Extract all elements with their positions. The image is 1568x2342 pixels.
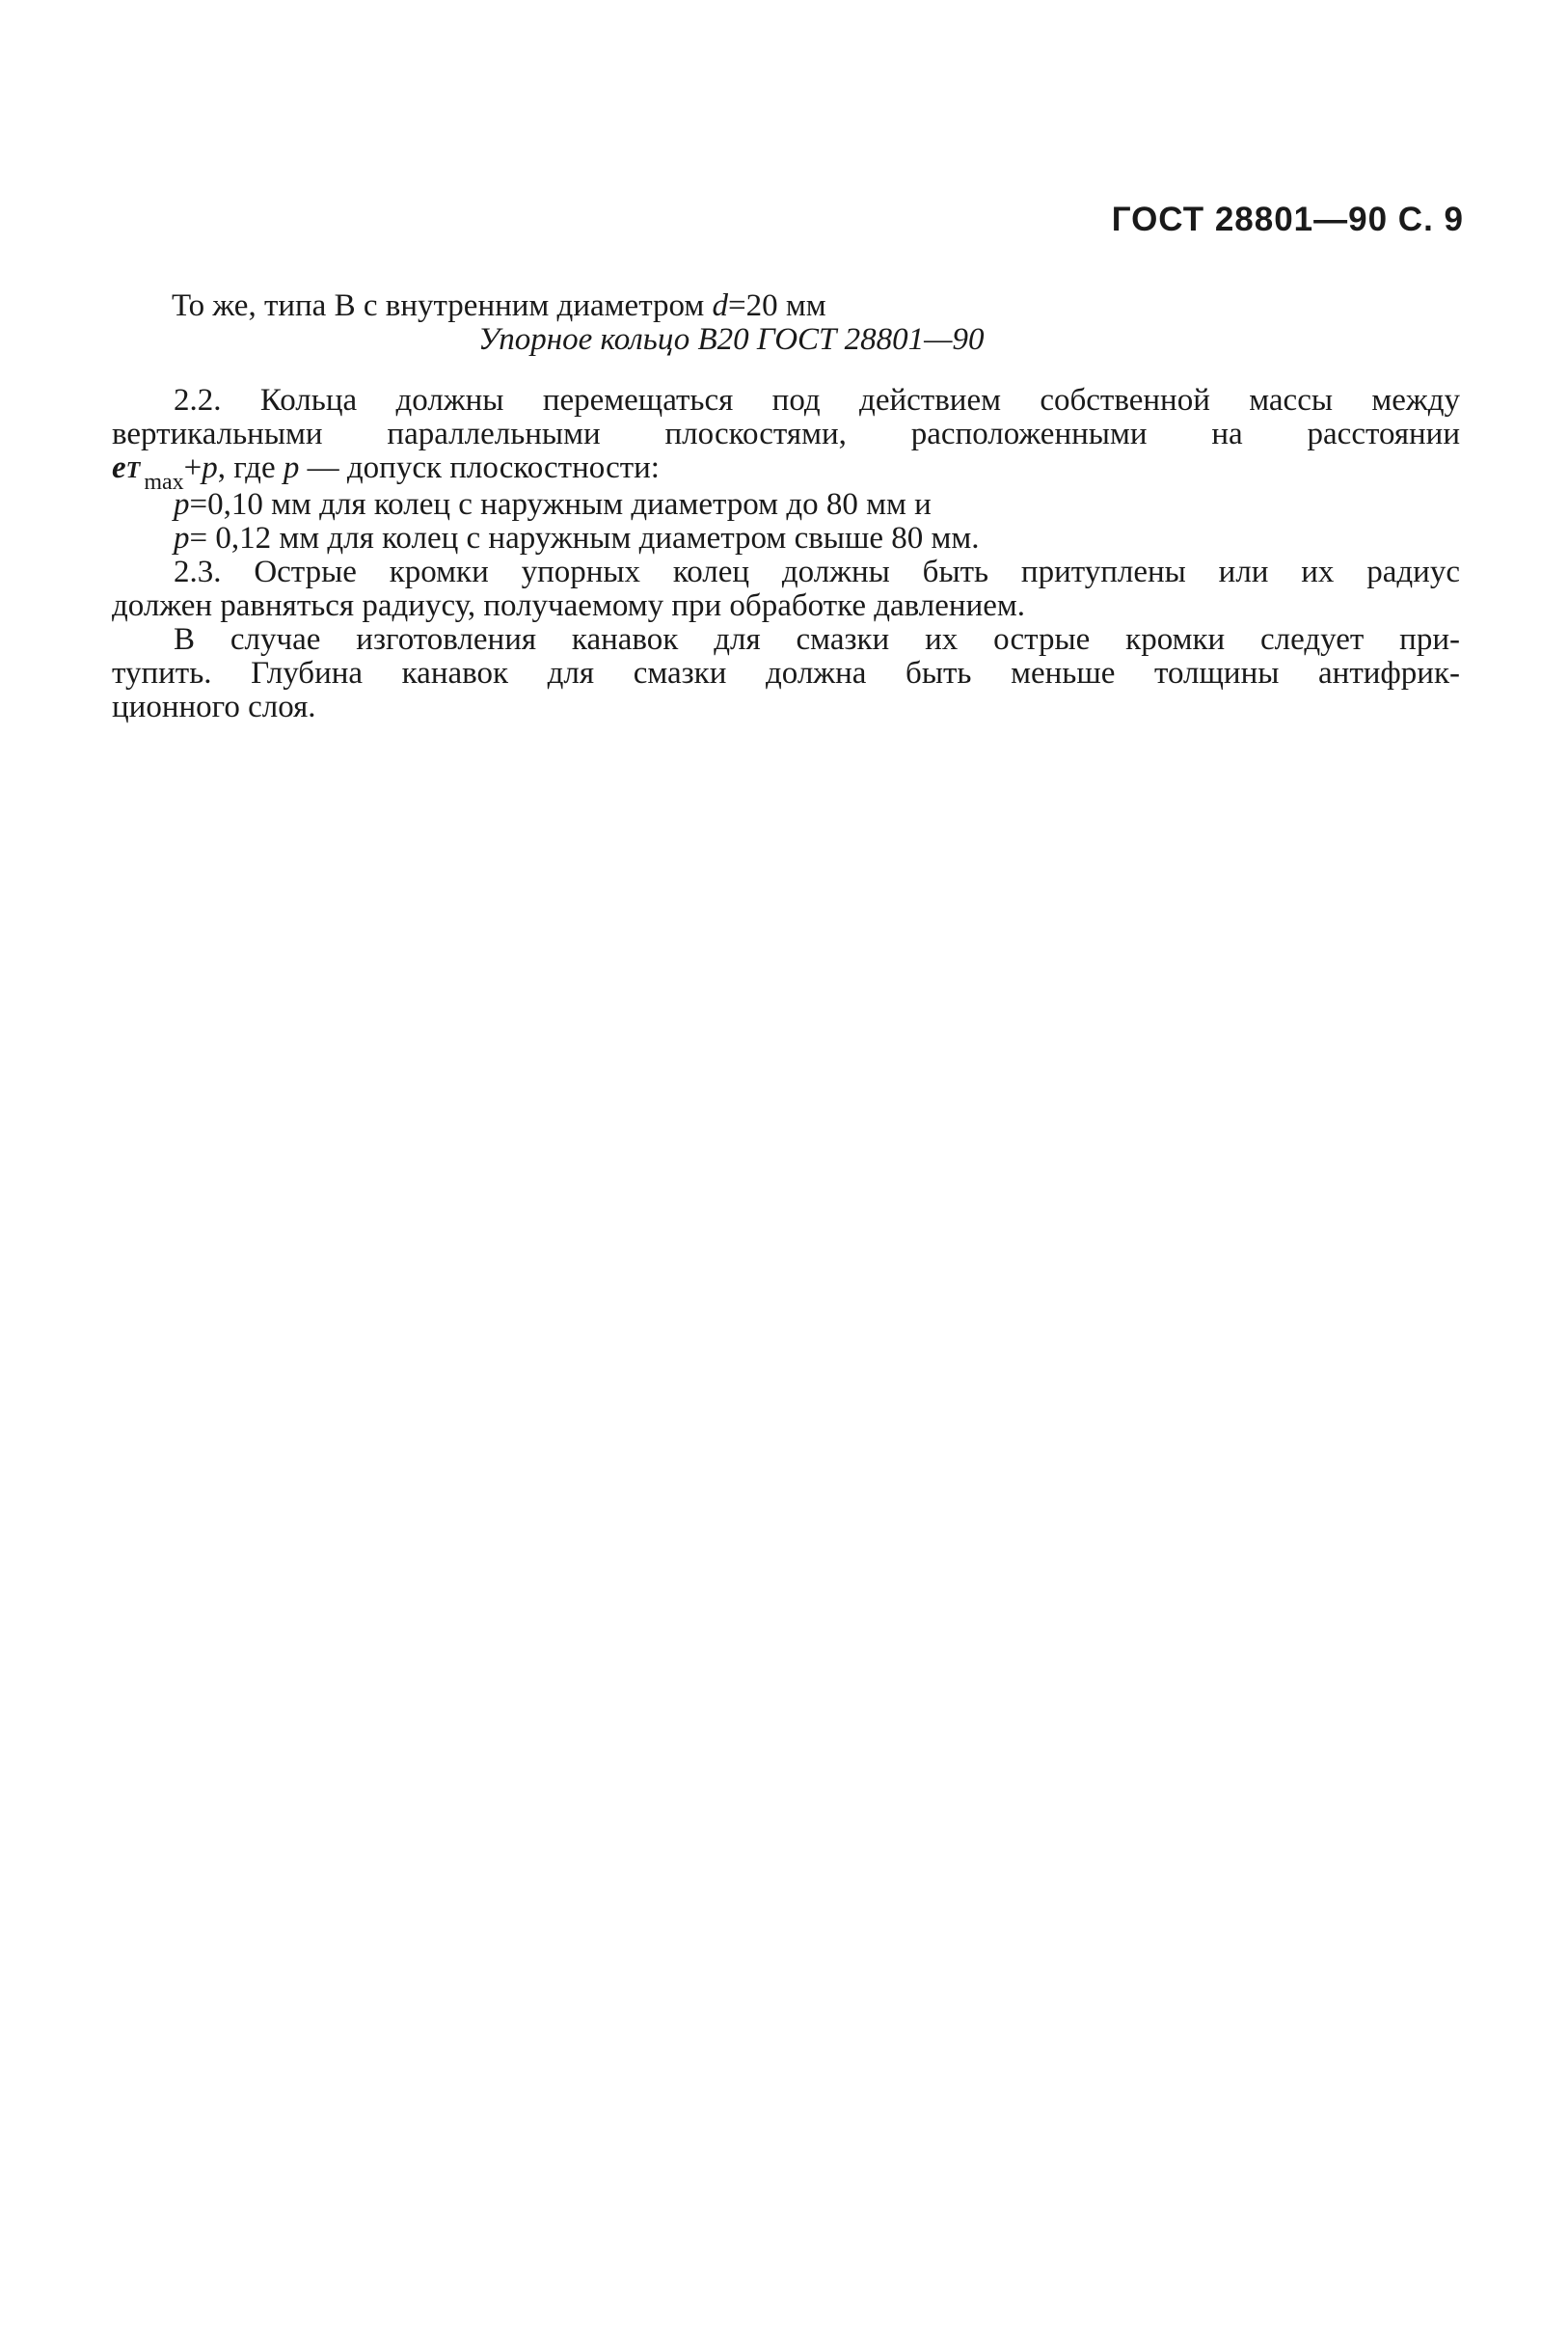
paragraph-2-3-line-4: тупить. Глубина канавок для смазки должна быть меньше толщины антифрик- (112, 656, 1460, 691)
flatness-condition-2: p= 0,12 мм для колец с наружным диаметром свыше 80 мм. (174, 521, 980, 556)
paragraph-2-2-line-1: 2.2. Кольца должны перемещаться под действием собственной массы между (174, 383, 1460, 418)
paragraph-2-3-line-5: ционного слоя. (112, 690, 316, 724)
example-designation-code: Упорное кольцо В20 ГОСТ 28801—90 (478, 322, 985, 357)
page-header: ГОСТ 28801—90 С. 9 (1111, 201, 1464, 238)
paragraph-2-2-line-2: вертикальными параллельными плоскостями, расположенными на расстоянии (112, 417, 1460, 451)
paragraph-2-3-line-3: В случае изготовления канавок для смазки их острые кромки следует при- (174, 622, 1460, 657)
paragraph-2-3-line-2: должен равняться радиусу, получаемому при обработке давлением. (112, 588, 1026, 623)
flatness-condition-1: p=0,10 мм для колец с наружным диаметром до 80 мм и (174, 487, 932, 522)
paragraph-2-3-line-1: 2.3. Острые кромки упорных колец должны быть притуплены или их радиус (174, 555, 1460, 589)
example-designation-text: То же, типа В с внутренним диаметром d=20 мм (172, 288, 826, 323)
paragraph-2-2-line-3: eT $_{max}$+p, где p — допуск плоскостности: (112, 450, 660, 495)
document-body (112, 289, 1460, 724)
